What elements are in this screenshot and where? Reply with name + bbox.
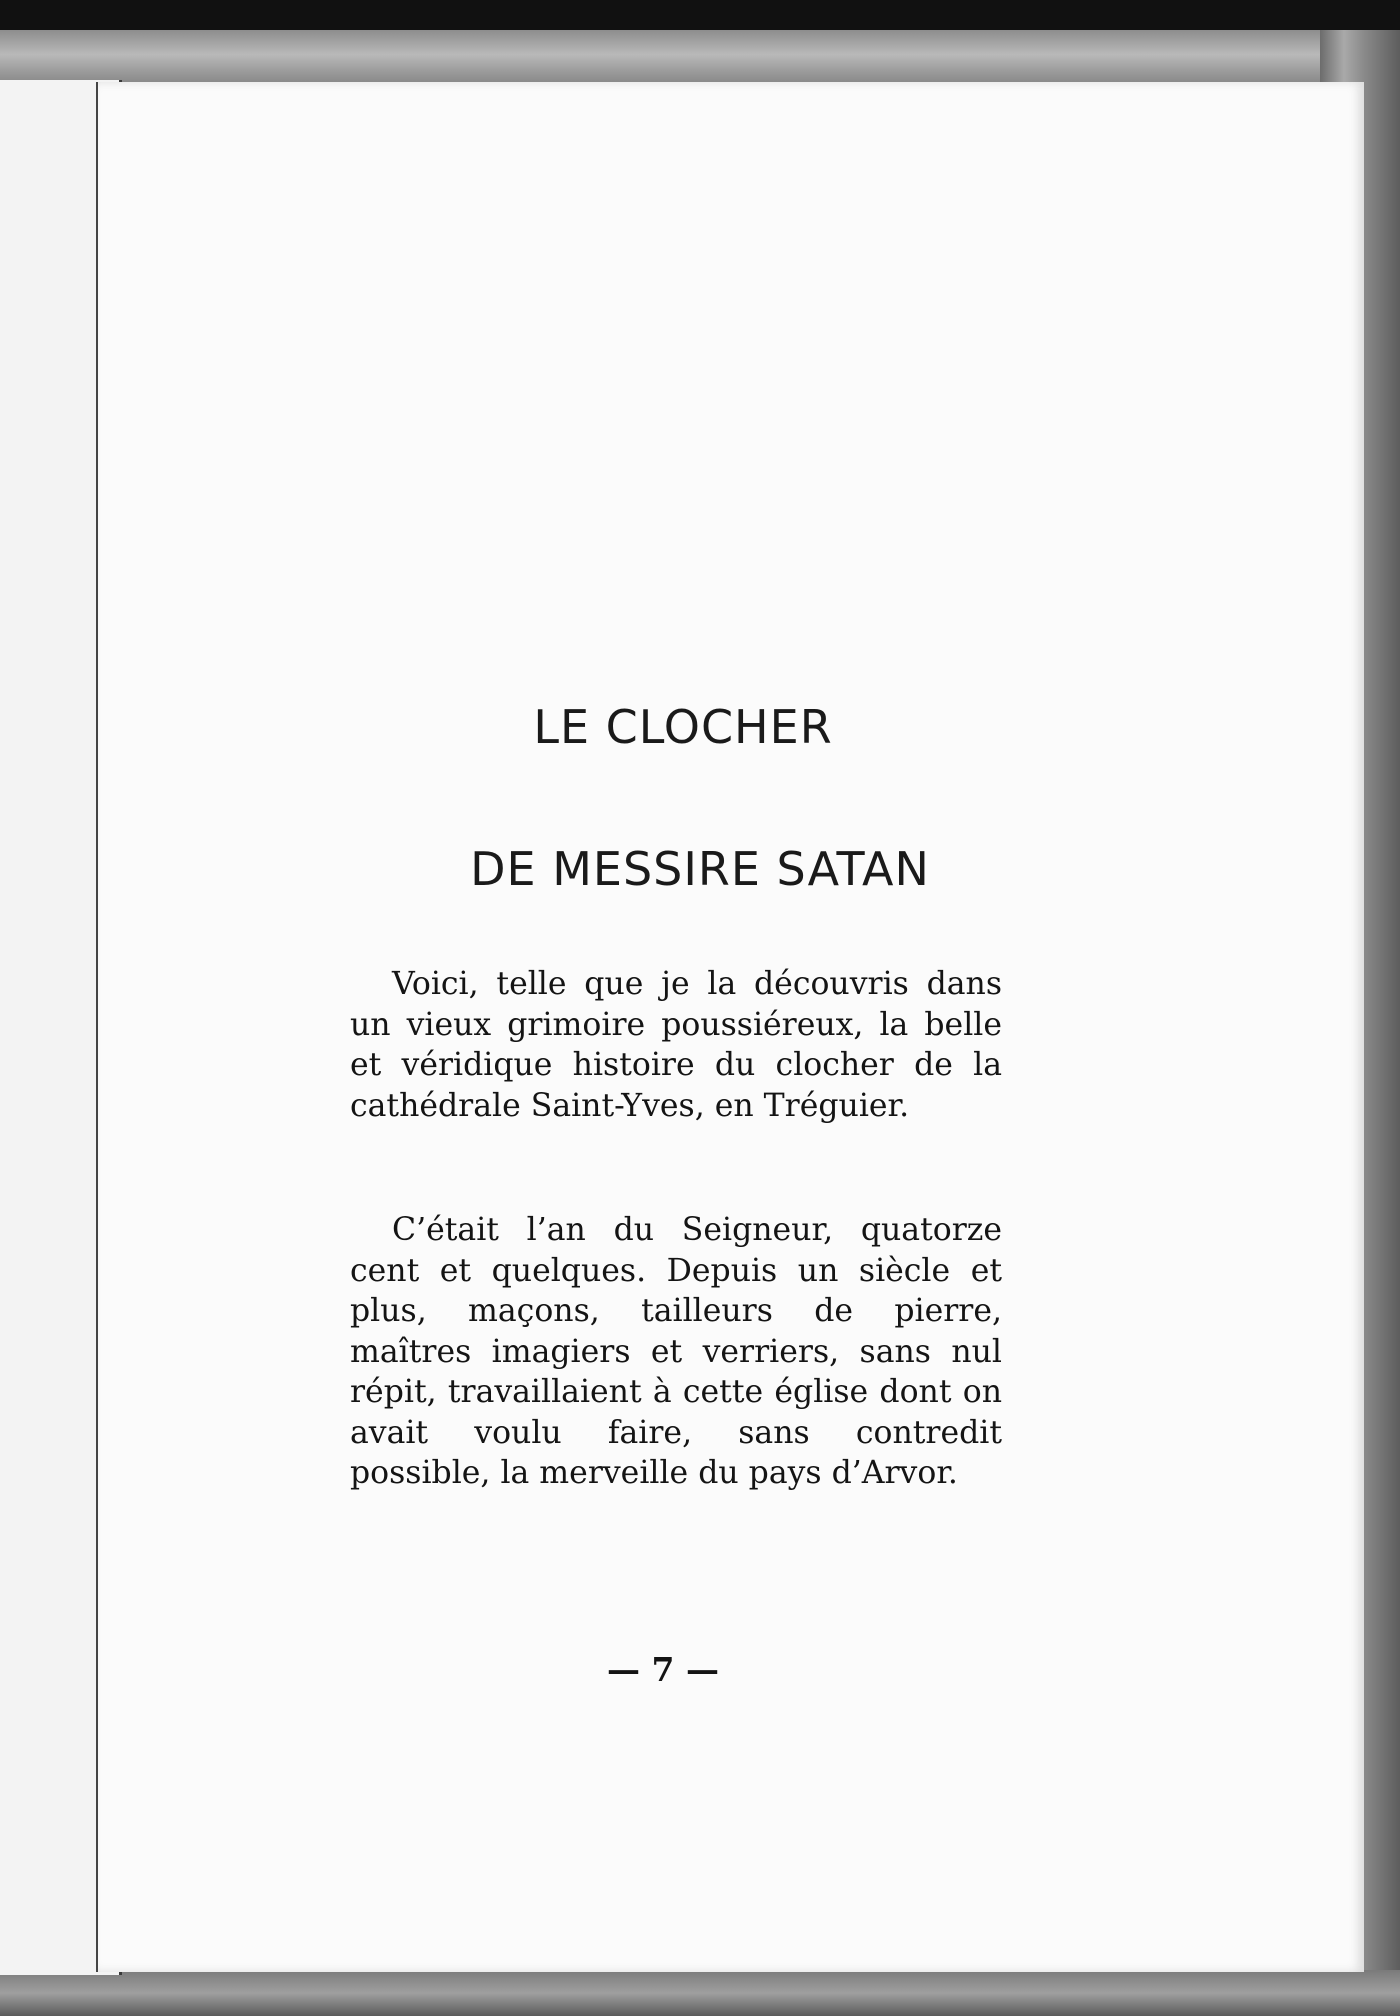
chapter-title-line-2: DE MESSIRE SATAN [470,842,930,896]
chapter-title-line-1: LE CLOCHER [533,700,833,754]
page-number: — 7 — [607,1650,719,1689]
paragraph-2-block [350,1210,1002,1494]
paragraph: Voici, telle que je la découvris dans un vieux grimoire poussiéreux, la belle et véridique histoire du clocher de la cathédrale Saint-Yves, en Tréguier. [350,966,1002,1124]
book-cover-bottom-edge [0,1970,1400,2016]
paragraph-1-block [350,964,1002,1126]
book-page [96,82,1364,1972]
paragraph: C’était l’an du Seigneur, quatorze cent et quelques. Depuis un siècle et plus, maçons, tailleurs de pierre, maîtres imagiers et verriers, sans nul répit, travaillaient à cette église dont on avait voulu faire, sans contredit possible, la merveille du pays d’Arvor. [350,1212,1002,1491]
